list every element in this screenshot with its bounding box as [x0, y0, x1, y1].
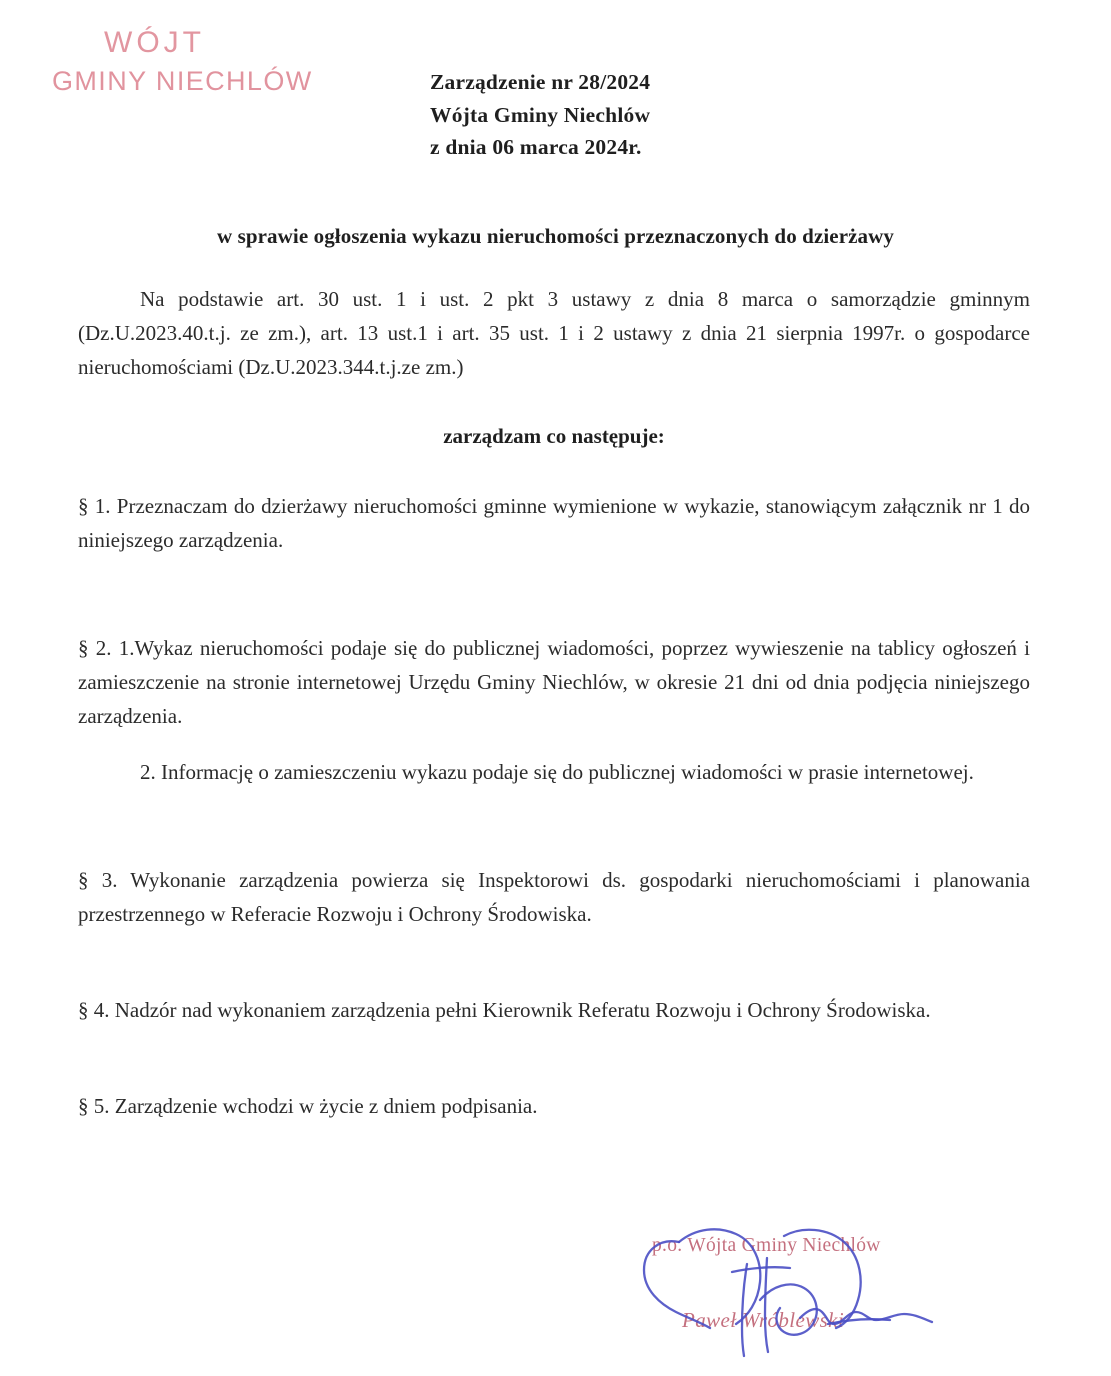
office-stamp-line-2: GMINY NIECHLÓW [52, 65, 313, 96]
title-line-2: Wójta Gminy Niechlów [430, 102, 651, 127]
office-header-stamp [52, 26, 352, 96]
section-par-5: § 5. Zarządzenie wchodzi w życie z dniem podpisania. [78, 1094, 538, 1119]
document-body [78, 282, 1030, 1123]
spacer [78, 733, 1030, 755]
title-line-1: Zarządzenie nr 28/2024 [430, 70, 651, 94]
spacer [78, 931, 1030, 993]
spacer [78, 789, 1030, 863]
spacer [78, 449, 1030, 489]
spacer [78, 1027, 1030, 1089]
spacer [78, 557, 1030, 631]
section-par-2-1: § 2. 1.Wykaz nieruchomości podaje się do publicznej wiadomości, poprzez wywieszenie na tablicy ogłoszeń i zamieszczenie na stronie internetowej Urzędu Gminy Niechlów, w okresie 21 dni od dnia podjęcia niniejszego zarządzenia. [78, 636, 1030, 729]
signatory-role: p.o. Wójta Gminy Niechlów [652, 1235, 881, 1256]
signature-block [640, 1228, 970, 1358]
legal-basis-paragraph: Na podstawie art. 30 ust. 1 i ust. 2 pkt 3 ustawy z dnia 8 marca o samorządzie gminnym (Dz.U.2023.40.t.j. ze zm.), art. 13 ust.1 i art. 35 ust. 1 i 2 ustawy z dnia 21 sierpnia 1997r. o gospodarce nieruchomościami (Dz.U.2023.344.t.j.ze zm.) [78, 287, 1030, 380]
document-title [430, 66, 650, 164]
spacer [78, 384, 1030, 424]
section-par-1: § 1. Przeznaczam do dzierżawy nieruchomości gminne wymienione w wykazie, stanowiącym załącznik nr 1 do niniejszego zarządzenia. [78, 494, 1030, 553]
document-subject: w sprawie ogłoszenia wykazu nieruchomości przeznaczonych do dzierżawy [216, 224, 895, 248]
title-line-3: z dnia 06 marca 2024r. [430, 135, 642, 160]
section-par-3: § 3. Wykonanie zarządzenia powierza się Inspektorowi ds. gospodarki nieruchomościami i planowania przestrzennego w Referacie Rozwoju i Ochrony Środowiska. [78, 868, 1030, 927]
section-par-2-2: 2. Informację o zamieszczeniu wykazu podaje się do publicznej wiadomości w prasie internetowej. [140, 760, 974, 785]
section-par-4: § 4. Nadzór nad wykonaniem zarządzenia pełni Kierownik Referatu Rozwoju i Ochrony Środowiska. [78, 998, 931, 1023]
office-stamp-line-1: WÓJT [104, 26, 205, 59]
enacting-clause: zarządzam co następuje: [443, 424, 665, 449]
signatory-name: Paweł Wróblewski [682, 1308, 845, 1332]
